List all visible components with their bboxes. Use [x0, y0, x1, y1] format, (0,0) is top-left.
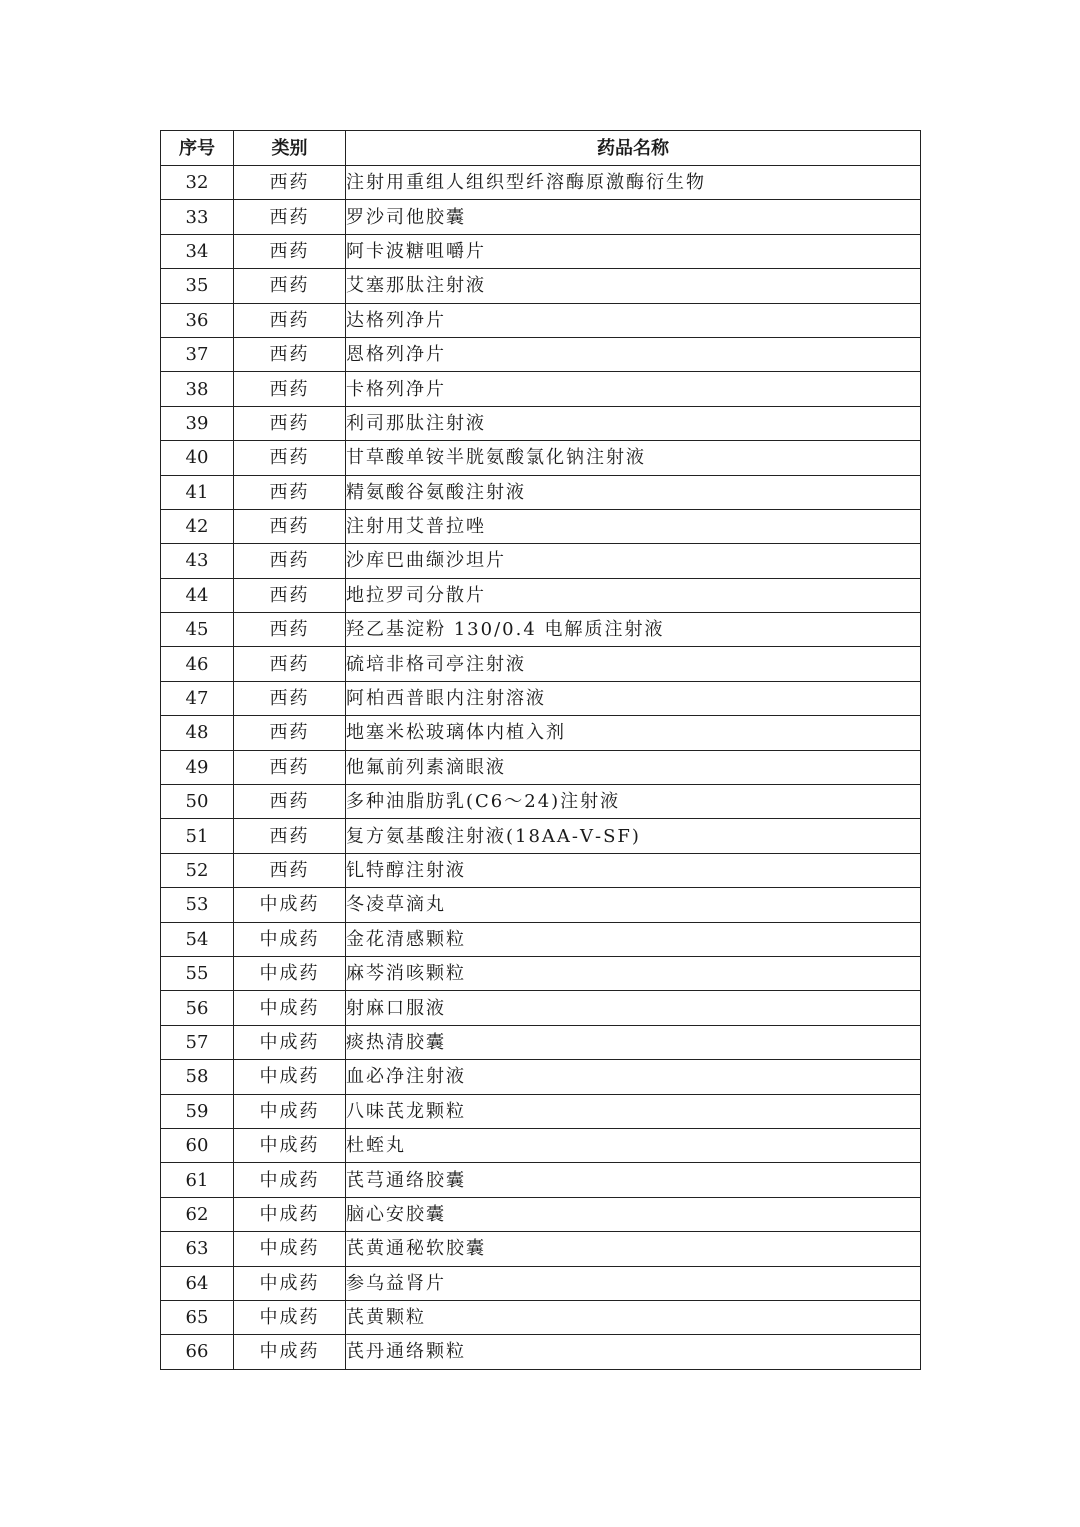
serial-number-cell: 34	[161, 234, 234, 268]
drug-name-cell: 艾塞那肽注射液	[346, 269, 921, 303]
category-cell: 中成药	[234, 1163, 346, 1197]
serial-number-cell: 45	[161, 613, 234, 647]
drug-name-cell: 恩格列净片	[346, 337, 921, 371]
drug-name-cell: 芪黄通秘软胶囊	[346, 1232, 921, 1266]
table-row	[161, 785, 921, 819]
serial-number-cell: 63	[161, 1232, 234, 1266]
serial-number-cell: 57	[161, 1025, 234, 1059]
category-cell: 中成药	[234, 1335, 346, 1369]
serial-number-cell: 53	[161, 888, 234, 922]
table-row	[161, 922, 921, 956]
table-row	[161, 303, 921, 337]
category-cell: 中成药	[234, 1094, 346, 1128]
category-cell: 西药	[234, 853, 346, 887]
drug-name-cell: 阿柏西普眼内注射溶液	[346, 681, 921, 715]
table-row	[161, 1335, 921, 1369]
serial-number-cell: 51	[161, 819, 234, 853]
table-row	[161, 819, 921, 853]
header-category: 类别	[234, 131, 346, 166]
table-body	[161, 166, 921, 1370]
serial-number-cell: 66	[161, 1335, 234, 1369]
drug-name-cell: 钆特醇注射液	[346, 853, 921, 887]
category-cell: 西药	[234, 406, 346, 440]
serial-number-cell: 50	[161, 785, 234, 819]
serial-number-cell: 39	[161, 406, 234, 440]
serial-number-cell: 59	[161, 1094, 234, 1128]
category-cell: 西药	[234, 544, 346, 578]
header-serial-number: 序号	[161, 131, 234, 166]
table-row	[161, 991, 921, 1025]
table-row	[161, 1300, 921, 1334]
drug-name-cell: 沙库巴曲缬沙坦片	[346, 544, 921, 578]
table-row	[161, 544, 921, 578]
drug-name-cell: 他氟前列素滴眼液	[346, 750, 921, 784]
serial-number-cell: 60	[161, 1128, 234, 1162]
category-cell: 西药	[234, 613, 346, 647]
serial-number-cell: 54	[161, 922, 234, 956]
serial-number-cell: 48	[161, 716, 234, 750]
serial-number-cell: 49	[161, 750, 234, 784]
table-row	[161, 1128, 921, 1162]
serial-number-cell: 37	[161, 337, 234, 371]
category-cell: 西药	[234, 372, 346, 406]
table-row	[161, 681, 921, 715]
table-row	[161, 613, 921, 647]
serial-number-cell: 47	[161, 681, 234, 715]
drug-name-cell: 注射用重组人组织型纤溶酶原激酶衍生物	[346, 166, 921, 200]
serial-number-cell: 36	[161, 303, 234, 337]
drug-name-cell: 地拉罗司分散片	[346, 578, 921, 612]
drug-name-cell: 杜蛭丸	[346, 1128, 921, 1162]
header-drug-name: 药品名称	[346, 131, 921, 166]
category-cell: 西药	[234, 716, 346, 750]
table-row	[161, 1266, 921, 1300]
category-cell: 中成药	[234, 1266, 346, 1300]
serial-number-cell: 52	[161, 853, 234, 887]
serial-number-cell: 46	[161, 647, 234, 681]
table-row	[161, 647, 921, 681]
category-cell: 西药	[234, 681, 346, 715]
drug-name-cell: 多种油脂肪乳(C6～24)注射液	[346, 785, 921, 819]
category-cell: 西药	[234, 509, 346, 543]
serial-number-cell: 41	[161, 475, 234, 509]
category-cell: 中成药	[234, 1128, 346, 1162]
table-row	[161, 1094, 921, 1128]
serial-number-cell: 42	[161, 509, 234, 543]
table-row	[161, 166, 921, 200]
table-row	[161, 1232, 921, 1266]
drug-name-cell: 麻芩消咳颗粒	[346, 956, 921, 990]
category-cell: 中成药	[234, 888, 346, 922]
table-row	[161, 406, 921, 440]
table-row	[161, 200, 921, 234]
table-row	[161, 1197, 921, 1231]
category-cell: 西药	[234, 819, 346, 853]
drug-name-cell: 冬凌草滴丸	[346, 888, 921, 922]
table-row	[161, 509, 921, 543]
drug-name-cell: 阿卡波糖咀嚼片	[346, 234, 921, 268]
drug-name-cell: 参乌益肾片	[346, 1266, 921, 1300]
drug-name-cell: 脑心安胶囊	[346, 1197, 921, 1231]
category-cell: 西药	[234, 234, 346, 268]
table-row	[161, 441, 921, 475]
category-cell: 西药	[234, 475, 346, 509]
category-cell: 中成药	[234, 991, 346, 1025]
table-row	[161, 1025, 921, 1059]
drug-name-cell: 甘草酸单铵半胱氨酸氯化钠注射液	[346, 441, 921, 475]
serial-number-cell: 55	[161, 956, 234, 990]
table-row	[161, 578, 921, 612]
serial-number-cell: 38	[161, 372, 234, 406]
table-row	[161, 372, 921, 406]
table-row	[161, 888, 921, 922]
drug-name-cell: 复方氨基酸注射液(18AA-Ⅴ-SF)	[346, 819, 921, 853]
drug-name-cell: 血必净注射液	[346, 1060, 921, 1094]
table-row	[161, 337, 921, 371]
category-cell: 中成药	[234, 922, 346, 956]
drug-name-cell: 罗沙司他胶囊	[346, 200, 921, 234]
category-cell: 西药	[234, 269, 346, 303]
table-row	[161, 853, 921, 887]
drug-name-cell: 芪芎通络胶囊	[346, 1163, 921, 1197]
drug-name-cell: 痰热清胶囊	[346, 1025, 921, 1059]
serial-number-cell: 64	[161, 1266, 234, 1300]
table-row	[161, 475, 921, 509]
category-cell: 中成药	[234, 1060, 346, 1094]
drug-name-cell: 达格列净片	[346, 303, 921, 337]
category-cell: 中成药	[234, 1300, 346, 1334]
serial-number-cell: 61	[161, 1163, 234, 1197]
category-cell: 中成药	[234, 1232, 346, 1266]
drug-name-cell: 注射用艾普拉唑	[346, 509, 921, 543]
category-cell: 西药	[234, 578, 346, 612]
drug-name-cell: 精氨酸谷氨酸注射液	[346, 475, 921, 509]
serial-number-cell: 35	[161, 269, 234, 303]
drug-name-cell: 金花清感颗粒	[346, 922, 921, 956]
table-row	[161, 750, 921, 784]
drug-name-cell: 卡格列净片	[346, 372, 921, 406]
serial-number-cell: 33	[161, 200, 234, 234]
serial-number-cell: 40	[161, 441, 234, 475]
drug-list-table	[160, 130, 921, 1370]
serial-number-cell: 58	[161, 1060, 234, 1094]
drug-name-cell: 羟乙基淀粉 130/0.4 电解质注射液	[346, 613, 921, 647]
drug-name-cell: 芪黄颗粒	[346, 1300, 921, 1334]
category-cell: 中成药	[234, 1197, 346, 1231]
category-cell: 西药	[234, 750, 346, 784]
category-cell: 西药	[234, 785, 346, 819]
category-cell: 西药	[234, 337, 346, 371]
category-cell: 西药	[234, 303, 346, 337]
table-row	[161, 234, 921, 268]
serial-number-cell: 56	[161, 991, 234, 1025]
drug-name-cell: 芪丹通络颗粒	[346, 1335, 921, 1369]
drug-name-cell: 地塞米松玻璃体内植入剂	[346, 716, 921, 750]
drug-name-cell: 八味芪龙颗粒	[346, 1094, 921, 1128]
table-row	[161, 1060, 921, 1094]
table-row	[161, 956, 921, 990]
serial-number-cell: 43	[161, 544, 234, 578]
table-header-row	[161, 131, 921, 166]
category-cell: 西药	[234, 647, 346, 681]
category-cell: 中成药	[234, 1025, 346, 1059]
table-row	[161, 716, 921, 750]
category-cell: 中成药	[234, 956, 346, 990]
category-cell: 西药	[234, 166, 346, 200]
drug-name-cell: 利司那肽注射液	[346, 406, 921, 440]
category-cell: 西药	[234, 200, 346, 234]
serial-number-cell: 62	[161, 1197, 234, 1231]
category-cell: 西药	[234, 441, 346, 475]
table-row	[161, 269, 921, 303]
drug-name-cell: 射麻口服液	[346, 991, 921, 1025]
serial-number-cell: 32	[161, 166, 234, 200]
drug-name-cell: 硫培非格司亭注射液	[346, 647, 921, 681]
serial-number-cell: 44	[161, 578, 234, 612]
serial-number-cell: 65	[161, 1300, 234, 1334]
table-row	[161, 1163, 921, 1197]
